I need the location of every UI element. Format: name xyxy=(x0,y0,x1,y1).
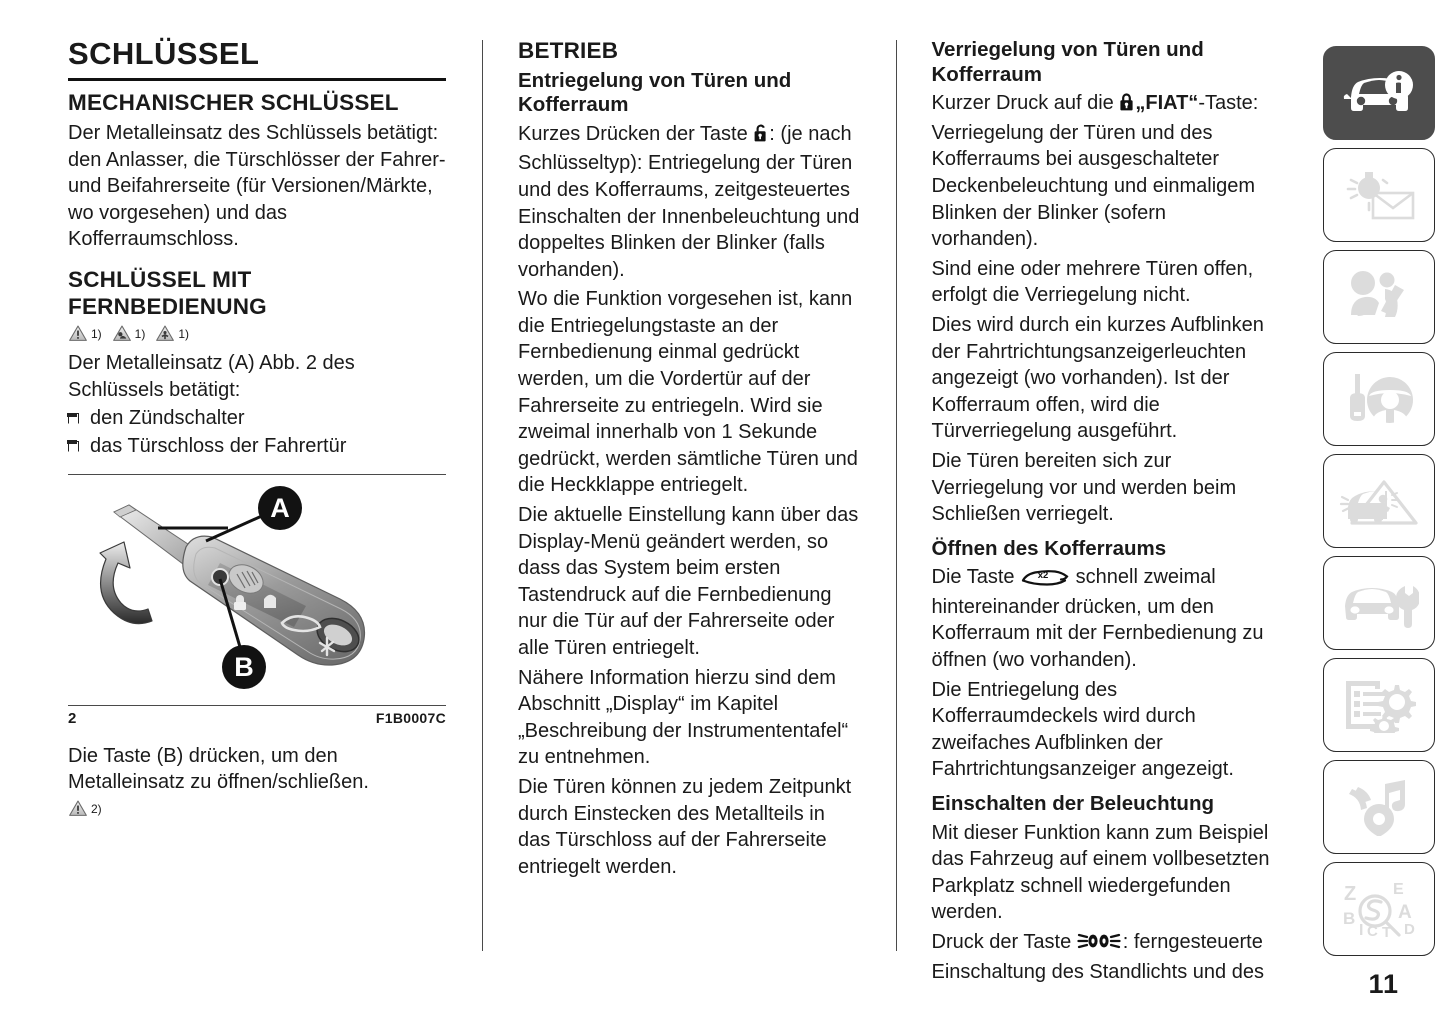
sidebar-tab-specifications[interactable] xyxy=(1323,658,1435,752)
paragraph-press-button-b: Die Taste (B) drücken, um den Metalleinsatz zu öffnen/schließen. xyxy=(68,744,369,794)
svg-text:B: B xyxy=(1343,909,1356,928)
figure-image xyxy=(68,475,446,703)
section-heading-mechanical-key: MECHANISCHER SCHLÜSSEL xyxy=(68,89,399,115)
section-heading-operation: BETRIEB xyxy=(518,38,619,63)
paragraph-more-information: Nähere Information hierzu sind dem Abschnitt „Display“ im Kapitel „Beschreibung der Instrumententafel“ zu entnehmen. xyxy=(518,666,849,769)
warning-ref-2 xyxy=(112,324,146,342)
sidebar-tab-maintenance[interactable] xyxy=(1323,556,1435,650)
sidebar-tab-alphabetical-index[interactable] xyxy=(1323,862,1435,956)
sidebar-tab-safety[interactable] xyxy=(1323,250,1435,344)
warning-triangle-exclamation-icon xyxy=(68,324,88,342)
svg-text:Z: Z xyxy=(1344,883,1357,905)
multimedia-audio-icon xyxy=(1341,778,1417,836)
text-before-trunk-icon: Die Taste xyxy=(931,566,1021,589)
list-item xyxy=(68,433,446,460)
paragraph-indicator-flash: Dies wird durch ein kurzes Aufblinken der Fahrtrichtungsanzeigerleuchten angezeigt (wo vorhanden). Ist der Kofferraum offen, wird die Türverriegelung ausgeführt. xyxy=(931,313,1264,443)
bullet-list xyxy=(68,405,446,459)
paragraph-parking-light-button xyxy=(932,929,1274,985)
paragraph-manual-unlock: Die Türen können zu jedem Zeitpunkt durch Einstecken des Metallteils in das Türschloss auf der Fahrerseite entriegelt werden. xyxy=(518,775,852,878)
car-maintenance-wrench-icon xyxy=(1339,576,1419,630)
sidebar-tab-car-info[interactable] xyxy=(1323,46,1435,140)
svg-text:D: D xyxy=(1404,921,1415,938)
list-item-label: das Türschloss der Fahrertür xyxy=(90,434,347,457)
column-one xyxy=(68,38,446,943)
paragraph-unlock-function: Wo die Funktion vorgesehen ist, kann die Entriegelungstaste an der Fernbedienung einmal gedrückt werden, um die Vordertür auf der Fahrerseite zu entriegeln. Wird sie zweimal innerhalb von 1 Sekunde gedrückt, werden sämtliche Türen und die Heckklappe entriegelt. xyxy=(518,288,858,497)
column-divider xyxy=(896,40,897,951)
text-after-headlight-icon: : ferngesteuerte Einschaltung des Standlichts und des xyxy=(931,931,1264,983)
warning-ref-number: 2) xyxy=(91,801,102,816)
warning-ref-number: 1) xyxy=(134,327,146,342)
column-two xyxy=(482,38,860,943)
page-number: 11 xyxy=(1368,969,1399,999)
warning-ref-number: 1) xyxy=(178,327,190,342)
paragraph-current-setting: Die aktuelle Einstellung kann über das Display-Menü geändert werden, so dass das System beim ersten Tastendruck auf die Fernbedienung nur die Tür auf der Fahrerseite oder alle Türen entriegelt. xyxy=(518,504,859,660)
warning-ref-1 xyxy=(68,324,102,342)
page-title: SCHLÜSSEL xyxy=(68,38,446,81)
svg-text:B: B xyxy=(234,651,254,682)
heading-unlocking-doors: Entriegelung von Türen und Kofferraum xyxy=(518,68,792,117)
svg-text:C: C xyxy=(1367,923,1378,938)
warning-triangle-person-icon xyxy=(155,324,175,342)
paragraph-metal-insert: Der Metalleinsatz (A) Abb. 2 des Schlüssels betätigt: xyxy=(68,352,355,401)
column-divider xyxy=(482,40,483,951)
text-after-lock-icon: -Taste: Verriegelung der Türen und des Kofferraums bei ausgeschalteter Deckenbeleuchtung und einmaligem Blinken der Blinker (sofern vorhanden). xyxy=(931,92,1259,251)
paragraph-mechanical-key: Der Metalleinsatz des Schlüssels betätigt: den Anlasser, die Türschlösser der Fahrer- und Beifahrerseite (für Versionen/Märkte, wo vorgesehen) und das Kofferraumschloss. xyxy=(68,122,446,251)
text-before-headlight-icon: Druck der Taste xyxy=(931,931,1077,953)
padlock-closed-icon xyxy=(1119,92,1135,120)
heading-opening-boot: Öffnen des Kofferraums xyxy=(931,536,1167,560)
figure-caption xyxy=(68,705,446,727)
warning-reference-row xyxy=(68,324,446,342)
alphabetical-index-icon xyxy=(1338,880,1420,938)
svg-text:T: T xyxy=(1382,924,1392,938)
svg-text:x2: x2 xyxy=(1037,570,1049,582)
car-info-icon xyxy=(1341,67,1417,119)
square-bullet-icon xyxy=(68,441,79,452)
warning-ref-4 xyxy=(68,799,102,817)
dashboard-warning-mail-icon xyxy=(1339,167,1419,223)
section-heading-remote-key: SCHLÜSSEL MIT FERNBEDIENUNG xyxy=(68,267,267,319)
heading-locking-doors: Verriegelung von Türen und Kofferraum xyxy=(931,38,1204,86)
paragraph-short-press-lock xyxy=(932,90,1274,253)
heading-switching-on-lights: Einschalten der Beleuchtung xyxy=(931,792,1214,816)
key-steering-wheel-icon xyxy=(1341,370,1417,428)
figure-code: F1B0007C xyxy=(375,709,446,726)
paragraph-doors-prepare-lock: Die Türen bereiten sich zur Verriegelung vor und werden beim Schließen verriegelt. xyxy=(931,449,1237,526)
paragraph-short-press-unlock xyxy=(518,121,860,284)
text-before-unlock-icon: Kurzes Drücken der Taste xyxy=(518,122,754,145)
specifications-gears-icon xyxy=(1339,677,1419,733)
chapter-tab-strip xyxy=(1323,46,1439,956)
page-columns xyxy=(68,36,1273,983)
paragraph-doors-open-no-lock: Sind eine oder mehrere Türen offen, erfolgt die Verriegelung nicht. xyxy=(931,257,1254,307)
svg-text:A: A xyxy=(270,492,290,523)
figure-key-fob xyxy=(68,474,446,727)
sidebar-tab-starting-and-driving[interactable] xyxy=(1323,352,1435,446)
emergency-warning-triangle-icon xyxy=(1338,473,1420,529)
warning-triangle-exclamation-icon xyxy=(68,799,88,817)
warning-reference-row-2 xyxy=(68,799,446,817)
paragraph-boot-unlock-flash: Die Entriegelung des Kofferraumdeckels wird durch zweifaches Aufblinken der Fahrtrichtungsanzeiger angezeigt. xyxy=(931,678,1234,781)
paragraph-boot-button xyxy=(932,564,1274,673)
warning-triangle-airbag-icon xyxy=(112,324,132,342)
sidebar-tab-emergency[interactable] xyxy=(1323,454,1435,548)
paragraph-find-vehicle: Mit dieser Funktion kann zum Beispiel das Fahrzeug auf einem vollbesetzten Parkplatz schnell wiedergefunden werden. xyxy=(931,821,1270,924)
text-before-lock-icon: Kurzer Druck auf die xyxy=(931,92,1120,115)
figure-number: 2 xyxy=(68,709,77,727)
list-item xyxy=(68,405,446,432)
sidebar-tab-multimedia[interactable] xyxy=(1323,760,1435,854)
text-after-trunk-icon: schnell zweimal hintereinander drücken, um den Kofferraum mit der Fernbedienung zu öffnen (wo vorhanden). xyxy=(931,566,1264,672)
square-bullet-icon xyxy=(68,413,79,424)
trunk-release-x2-icon xyxy=(1020,565,1070,594)
padlock-open-icon xyxy=(753,123,769,151)
svg-text:I: I xyxy=(1359,922,1364,938)
parking-lights-icon xyxy=(1077,931,1123,959)
warning-ref-3 xyxy=(155,324,189,342)
column-three xyxy=(896,38,1274,983)
warning-ref-number: 1) xyxy=(91,327,102,342)
svg-text:E: E xyxy=(1393,881,1404,898)
sidebar-tab-dashboard-warnings[interactable] xyxy=(1323,148,1435,242)
text-after-unlock-icon: : (je nach Schlüsseltyp): Entriegelung der Türen und des Kofferraums, zeitgesteuertes Einschalten der Innenbeleuchtung und doppeltes Blinken der Blinker (falls vorhanden). xyxy=(518,122,860,281)
svg-text:A: A xyxy=(1398,902,1412,923)
seatbelt-safety-icon xyxy=(1343,267,1415,327)
fiat-button-label: „FIAT“ xyxy=(1135,92,1199,115)
list-item-label: den Zündschalter xyxy=(90,407,245,430)
